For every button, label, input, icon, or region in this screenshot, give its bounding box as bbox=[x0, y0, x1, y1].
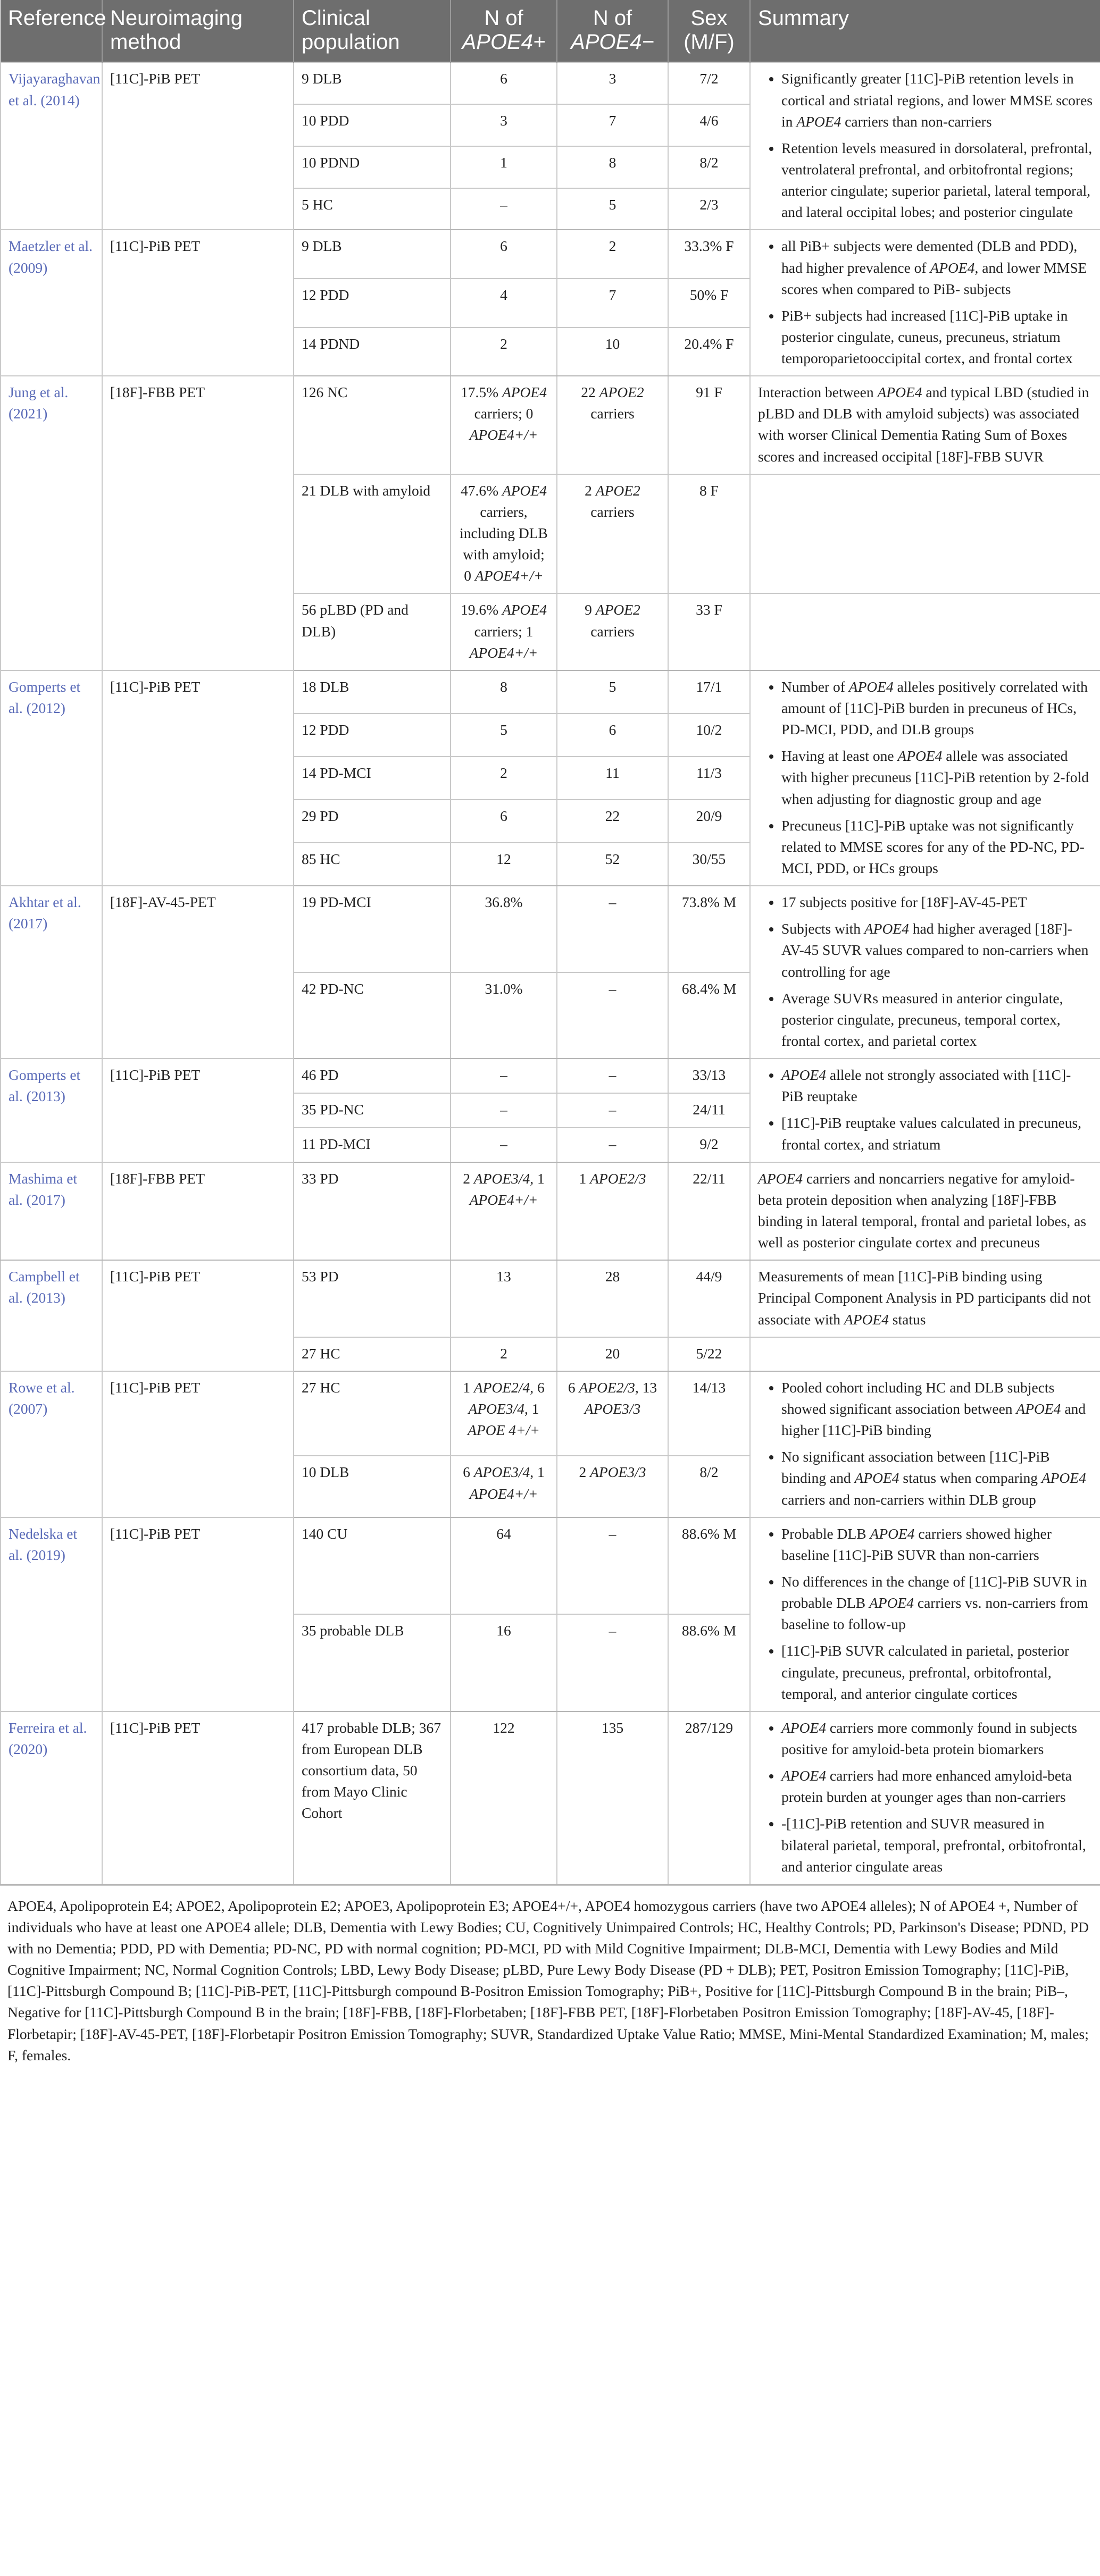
n-apoe4-neg-cell: 2 bbox=[557, 230, 668, 279]
sex-cell: 8 F bbox=[668, 474, 750, 594]
sex-cell: 88.6% M bbox=[668, 1614, 750, 1711]
summary-item: • Pooled cohort including HC and DLB subjects showed significant association between APOE4 and higher [11C]-PiB binding bbox=[781, 1377, 1093, 1441]
n-apoe4-pos-cell: 1 APOE2/4, 6 APOE3/4, 1 APOE 4+/+ bbox=[451, 1371, 557, 1456]
sex-cell: 2/3 bbox=[668, 188, 750, 230]
n-apoe4-pos-cell: 13 bbox=[451, 1260, 557, 1337]
summary-cell bbox=[750, 1059, 1100, 1162]
n-apoe4-pos-cell: – bbox=[451, 1059, 557, 1093]
n-apoe4-neg-cell: 20 bbox=[557, 1337, 668, 1371]
sex-cell: 20/9 bbox=[668, 800, 750, 843]
n-apoe4-pos-cell: – bbox=[451, 1093, 557, 1128]
table-row bbox=[1, 1371, 1100, 1456]
n-apoe4-pos-cell: 6 APOE3/4, 1 APOE4+/+ bbox=[451, 1456, 557, 1517]
n-apoe4-pos-cell: – bbox=[451, 1128, 557, 1162]
n-apoe4-pos-cell: 31.0% bbox=[451, 972, 557, 1059]
summary-item: • Number of APOE4 alleles positively correlated with amount of [11C]-PiB burden in precuneus of HCs, PD-MCI, PDD, and DLB groups bbox=[781, 676, 1093, 740]
population-cell: 35 probable DLB bbox=[294, 1614, 451, 1711]
summary-cell bbox=[750, 230, 1100, 376]
population-cell: 126 NC bbox=[294, 376, 451, 474]
table-footnote: APOE4, Apolipoprotein E4; APOE2, Apolipoprotein E2; APOE3, Apolipoprotein E3; APOE4+/+, APOE4 homozygous carriers (have two APOE4 alleles); N of APOE4 +, Number of individuals who have at least one APOE4 allele; DLB, Dementia with Lewy Bodies; CU, Cognitively Unimpaired Controls; HC, Healthy Controls; PD, Parkinson's Disease; PDND, PD with no Dementia; PDD, PD with Dementia; PD-NC, PD with normal cognition; PD-MCI, PD with Mild Cognitive Impairment; DLB-MCI, Dementia with Lewy Bodies and Mild Cognitive Impairment; NC, Normal Cognition Controls; LBD, Lewy Body Disease; pLBD, Pure Lewy Body Disease (PD + DLB); PET, Positron Emission Tomography; [11C]-PiB, [11C]-Pittsburgh Compound B; [11C]-PiB-PET, [11C]-Pittsburgh compound B-Positron Emission Tomography; PiB+, Positive for [11C]-Pittsburgh Compound B in the brain; PiB–, Negative for [11C]-Pittsburgh Compound B in the brain; [18F]-FBB, [18F]-Florbetaben; [18F]-FBB PET, [18F]-Florbetaben Positron Emission Tomography; [18F]-AV-45, [18F]-Florbetapir; [18F]-AV-45-PET, [18F]-Florbetapir Positron Emission Tomography; SUVR, Standardized Uptake Value Ratio; MMSE, Mini-Mental Standardized Examination; M, males; F, females. bbox=[0, 1885, 1100, 2066]
n-apoe4-pos-cell: 17.5% APOE4 carriers; 0 APOE4+/+ bbox=[451, 376, 557, 474]
population-cell: 9 DLB bbox=[294, 230, 451, 279]
population-cell: 19 PD-MCI bbox=[294, 886, 451, 972]
summary-item: • No differences in the change of [11C]-PiB SUVR in probable DLB APOE4 carriers vs. non-carriers from baseline to follow-up bbox=[781, 1571, 1093, 1635]
population-cell: 12 PDD bbox=[294, 279, 451, 328]
population-cell: 42 PD-NC bbox=[294, 972, 451, 1059]
n-apoe4-neg-cell: 11 bbox=[557, 757, 668, 800]
summary-cell bbox=[750, 1517, 1100, 1711]
reference-link[interactable]: Gomperts et al. (2012) bbox=[1, 670, 102, 886]
n-apoe4-neg-cell: – bbox=[557, 972, 668, 1059]
n-apoe4-neg-cell: 28 bbox=[557, 1260, 668, 1337]
sex-cell: 7/2 bbox=[668, 62, 750, 104]
summary-item: • Probable DLB APOE4 carriers showed higher baseline [11C]-PiB SUVR than non-carriers bbox=[781, 1523, 1093, 1566]
sex-cell: 8/2 bbox=[668, 146, 750, 188]
n-apoe4-neg-cell: – bbox=[557, 886, 668, 972]
sex-cell: 33.3% F bbox=[668, 230, 750, 279]
summary-list bbox=[758, 68, 1093, 223]
sex-cell: 9/2 bbox=[668, 1128, 750, 1162]
summary-item: • Retention levels measured in dorsolateral, prefrontal, ventrolateral prefrontal, and orbitofrontal regions; anterior cingulate; superior parietal, lateral temporal, and lateral occipital lobes; and posterior cingulate bbox=[781, 138, 1093, 223]
population-cell: 14 PDND bbox=[294, 328, 451, 376]
n-apoe4-neg-cell: 7 bbox=[557, 279, 668, 328]
summary-list bbox=[758, 1377, 1093, 1511]
sex-cell: 91 F bbox=[668, 376, 750, 474]
n-apoe4-pos-cell: 122 bbox=[451, 1711, 557, 1884]
summary-list bbox=[758, 1523, 1093, 1705]
summary-item: • all PiB+ subjects were demented (DLB and PDD), had higher prevalence of APOE4, and lower MMSE scores when compared to PiB- subjects bbox=[781, 236, 1093, 299]
method-cell: [11C]-PiB PET bbox=[102, 1711, 294, 1884]
summary-list bbox=[758, 892, 1093, 1052]
sex-cell: 50% F bbox=[668, 279, 750, 328]
n-apoe4-neg-cell: – bbox=[557, 1517, 668, 1615]
summary-cell bbox=[750, 62, 1100, 230]
sex-cell: 88.6% M bbox=[668, 1517, 750, 1615]
table-row bbox=[1, 230, 1100, 279]
n-apoe4-neg-cell: 135 bbox=[557, 1711, 668, 1884]
reference-link[interactable]: Nedelska et al. (2019) bbox=[1, 1517, 102, 1711]
summary-cell: Measurements of mean [11C]-PiB binding using Principal Component Analysis in PD participants did not associate with APOE4 status bbox=[750, 1260, 1100, 1337]
sex-cell: 8/2 bbox=[668, 1456, 750, 1517]
sex-cell: 4/6 bbox=[668, 104, 750, 146]
population-cell: 53 PD bbox=[294, 1260, 451, 1337]
method-cell: [11C]-PiB PET bbox=[102, 1517, 294, 1711]
n-apoe4-neg-cell: 22 bbox=[557, 800, 668, 843]
table-row bbox=[1, 1517, 1100, 1615]
sex-cell: 10/2 bbox=[668, 714, 750, 757]
summary-item: • 17 subjects positive for [18F]-AV-45-PET bbox=[781, 892, 1093, 913]
summary-item: • APOE4 carriers had more enhanced amyloid-beta protein burden at younger ages than non-carriers bbox=[781, 1765, 1093, 1808]
table-row bbox=[1, 886, 1100, 972]
method-cell: [11C]-PiB PET bbox=[102, 1260, 294, 1371]
summary-cell bbox=[750, 1371, 1100, 1517]
summary-item: • Precuneus [11C]-PiB uptake was not significantly related to MMSE scores for any of the PD-NC, PD-MCI, PDD, or HCs groups bbox=[781, 815, 1093, 879]
summary-item: • APOE4 allele not strongly associated with [11C]-PiB reuptake bbox=[781, 1064, 1093, 1107]
reference-link[interactable]: Ferreira et al. (2020) bbox=[1, 1711, 102, 1884]
sex-cell: 68.4% M bbox=[668, 972, 750, 1059]
summary-empty-cell bbox=[750, 1337, 1100, 1371]
population-cell: 9 DLB bbox=[294, 62, 451, 104]
summary-item: • Subjects with APOE4 had higher averaged [18F]-AV-45 SUVR values compared to non-carriers when controlling for age bbox=[781, 918, 1093, 982]
n-apoe4-pos-cell: 6 bbox=[451, 230, 557, 279]
population-cell: 18 DLB bbox=[294, 670, 451, 714]
n-apoe4-pos-cell: 12 bbox=[451, 843, 557, 886]
header-reference: Reference bbox=[1, 0, 102, 62]
n-apoe4-pos-cell: 4 bbox=[451, 279, 557, 328]
n-apoe4-neg-cell: – bbox=[557, 1614, 668, 1711]
population-cell: 33 PD bbox=[294, 1162, 451, 1261]
population-cell: 11 PD-MCI bbox=[294, 1128, 451, 1162]
n-apoe4-pos-cell: 6 bbox=[451, 800, 557, 843]
header-method: Neuroimaging method bbox=[102, 0, 294, 62]
sex-cell: 44/9 bbox=[668, 1260, 750, 1337]
summary-item: • APOE4 carriers more commonly found in subjects positive for amyloid-beta protein biomarkers bbox=[781, 1717, 1093, 1760]
sex-cell: 22/11 bbox=[668, 1162, 750, 1261]
sex-cell: 11/3 bbox=[668, 757, 750, 800]
summary-empty-cell bbox=[750, 474, 1100, 594]
summary-cell bbox=[750, 1711, 1100, 1884]
sex-cell: 30/55 bbox=[668, 843, 750, 886]
n-apoe4-pos-cell: 1 bbox=[451, 146, 557, 188]
population-cell: 10 PDND bbox=[294, 146, 451, 188]
sex-cell: 14/13 bbox=[668, 1371, 750, 1456]
sex-cell: 287/129 bbox=[668, 1711, 750, 1884]
summary-empty-cell bbox=[750, 593, 1100, 670]
n-apoe4-pos-cell: 2 bbox=[451, 1337, 557, 1371]
n-apoe4-pos-cell: 47.6% APOE4 carriers, including DLB with amyloid; 0 APOE4+/+ bbox=[451, 474, 557, 594]
sex-cell: 20.4% F bbox=[668, 328, 750, 376]
summary-item: • -[11C]-PiB retention and SUVR measured in bilateral parietal, temporal, prefrontal, orbitofrontal, and anterior cingulate areas bbox=[781, 1813, 1093, 1877]
summary-cell bbox=[750, 886, 1100, 1059]
population-cell: 21 DLB with amyloid bbox=[294, 474, 451, 594]
population-cell: 14 PD-MCI bbox=[294, 757, 451, 800]
n-apoe4-pos-cell: 64 bbox=[451, 1517, 557, 1615]
n-apoe4-neg-cell: 6 APOE2/3, 13 APOE3/3 bbox=[557, 1371, 668, 1456]
summary-list bbox=[758, 236, 1093, 369]
reference-link[interactable]: Campbell et al. (2013) bbox=[1, 1260, 102, 1371]
sex-cell: 24/11 bbox=[668, 1093, 750, 1128]
table-row bbox=[1, 1059, 1100, 1093]
reference-link[interactable]: Akhtar et al. (2017) bbox=[1, 886, 102, 1059]
sex-cell: 33 F bbox=[668, 593, 750, 670]
population-cell: 10 DLB bbox=[294, 1456, 451, 1517]
table-row bbox=[1, 1162, 1100, 1261]
method-cell: [18F]-FBB PET bbox=[102, 1162, 294, 1261]
method-cell: [18F]-AV-45-PET bbox=[102, 886, 294, 1059]
header-population: Clinical population bbox=[294, 0, 451, 62]
n-apoe4-pos-cell: 2 bbox=[451, 328, 557, 376]
n-apoe4-neg-cell: 5 bbox=[557, 188, 668, 230]
reference-link[interactable]: Jung et al. (2021) bbox=[1, 376, 102, 670]
table-row bbox=[1, 376, 1100, 474]
method-cell: [11C]-PiB PET bbox=[102, 62, 294, 230]
table-row bbox=[1, 62, 1100, 104]
method-cell: [11C]-PiB PET bbox=[102, 230, 294, 376]
n-apoe4-pos-cell: 16 bbox=[451, 1614, 557, 1711]
method-cell: [11C]-PiB PET bbox=[102, 1371, 294, 1517]
header-summary: Summary bbox=[750, 0, 1100, 62]
summary-item: • Having at least one APOE4 allele was associated with higher precuneus [11C]-PiB retention by 2-fold when adjusting for diagnostic group and age bbox=[781, 745, 1093, 809]
population-cell: 27 HC bbox=[294, 1371, 451, 1456]
header-sex: Sex (M/F) bbox=[668, 0, 750, 62]
table-row bbox=[1, 1711, 1100, 1884]
n-apoe4-pos-cell: 3 bbox=[451, 104, 557, 146]
summary-cell: Interaction between APOE4 and typical LBD (studied in pLBD and DLB with amyloid subjects) was associated with worser Clinical Dementia Rating Sum of Boxes scores and increased occipital [18F]-FBB SUVR bbox=[750, 376, 1100, 474]
summary-item: • PiB+ subjects had increased [11C]-PiB uptake in posterior cingulate, cuneus, precuneus, striatum temporoparietooccipital cortex, and frontal cortex bbox=[781, 305, 1093, 369]
n-apoe4-neg-cell: 52 bbox=[557, 843, 668, 886]
n-apoe4-pos-cell: 2 bbox=[451, 757, 557, 800]
n-apoe4-neg-cell: 7 bbox=[557, 104, 668, 146]
n-apoe4-neg-cell: 3 bbox=[557, 62, 668, 104]
population-cell: 56 pLBD (PD and DLB) bbox=[294, 593, 451, 670]
population-cell: 85 HC bbox=[294, 843, 451, 886]
n-apoe4-pos-cell: 19.6% APOE4 carriers; 1 APOE4+/+ bbox=[451, 593, 557, 670]
population-cell: 46 PD bbox=[294, 1059, 451, 1093]
n-apoe4-neg-cell: 2 APOE3/3 bbox=[557, 1456, 668, 1517]
n-apoe4-neg-cell: 1 APOE2/3 bbox=[557, 1162, 668, 1261]
summary-item: • Significantly greater [11C]-PiB retention levels in cortical and striatal regions, and lower MMSE scores in APOE4 carriers than non-carriers bbox=[781, 68, 1093, 132]
n-apoe4-pos-cell: 8 bbox=[451, 670, 557, 714]
n-apoe4-neg-cell: 6 bbox=[557, 714, 668, 757]
method-cell: [18F]-FBB PET bbox=[102, 376, 294, 670]
population-cell: 29 PD bbox=[294, 800, 451, 843]
reference-link[interactable]: Vijayaraghavan et al. (2014) bbox=[1, 62, 102, 230]
n-apoe4-pos-cell: 5 bbox=[451, 714, 557, 757]
n-apoe4-neg-cell: – bbox=[557, 1093, 668, 1128]
n-apoe4-pos-cell: 6 bbox=[451, 62, 557, 104]
header-n-apoe4-pos: N of APOE4+ bbox=[451, 0, 557, 62]
reference-link[interactable]: Mashima et al. (2017) bbox=[1, 1162, 102, 1261]
population-cell: 35 PD-NC bbox=[294, 1093, 451, 1128]
n-apoe4-neg-cell: 9 APOE2 carriers bbox=[557, 593, 668, 670]
n-apoe4-neg-cell: 10 bbox=[557, 328, 668, 376]
summary-item: • [11C]-PiB SUVR calculated in parietal, posterior cingulate, precuneus, prefrontal, orbitofrontal, temporal, and anterior cingulate cortices bbox=[781, 1640, 1093, 1704]
n-apoe4-neg-cell: 5 bbox=[557, 670, 668, 714]
n-apoe4-pos-cell: 36.8% bbox=[451, 886, 557, 972]
table-row bbox=[1, 670, 1100, 714]
summary-list bbox=[758, 1064, 1093, 1155]
method-cell: [11C]-PiB PET bbox=[102, 670, 294, 886]
reference-link[interactable]: Rowe et al. (2007) bbox=[1, 1371, 102, 1517]
n-apoe4-neg-cell: 22 APOE2 carriers bbox=[557, 376, 668, 474]
population-cell: 27 HC bbox=[294, 1337, 451, 1371]
population-cell: 140 CU bbox=[294, 1517, 451, 1615]
population-cell: 10 PDD bbox=[294, 104, 451, 146]
header-n-apoe4-neg: N of APOE4− bbox=[557, 0, 668, 62]
n-apoe4-neg-cell: 8 bbox=[557, 146, 668, 188]
table-row bbox=[1, 1260, 1100, 1337]
table-body bbox=[1, 62, 1100, 1884]
summary-list bbox=[758, 1717, 1093, 1877]
reference-link[interactable]: Gomperts et al. (2013) bbox=[1, 1059, 102, 1162]
n-apoe4-neg-cell: 2 APOE2 carriers bbox=[557, 474, 668, 594]
summary-cell: APOE4 carriers and noncarriers negative for amyloid-beta protein deposition when analyzing [18F]-FBB binding in lateral temporal, frontal and parietal lobes, as well as posterior cingulate cortex and precuneus bbox=[750, 1162, 1100, 1261]
summary-list bbox=[758, 676, 1093, 879]
sex-cell: 73.8% M bbox=[668, 886, 750, 972]
sex-cell: 5/22 bbox=[668, 1337, 750, 1371]
header-row bbox=[1, 0, 1100, 62]
n-apoe4-neg-cell: – bbox=[557, 1128, 668, 1162]
sex-cell: 17/1 bbox=[668, 670, 750, 714]
summary-cell bbox=[750, 670, 1100, 886]
summary-item: • Average SUVRs measured in anterior cingulate, posterior cingulate, precuneus, temporal cortex, frontal cortex, and parietal cortex bbox=[781, 988, 1093, 1052]
population-cell: 5 HC bbox=[294, 188, 451, 230]
sex-cell: 33/13 bbox=[668, 1059, 750, 1093]
summary-item: • No significant association between [11C]-PiB binding and APOE4 status when comparing APOE4 carriers and non-carriers within DLB group bbox=[781, 1446, 1093, 1510]
method-cell: [11C]-PiB PET bbox=[102, 1059, 294, 1162]
population-cell: 417 probable DLB; 367 from European DLB consortium data, 50 from Mayo Clinic Cohort bbox=[294, 1711, 451, 1884]
reference-link[interactable]: Maetzler et al. (2009) bbox=[1, 230, 102, 376]
population-cell: 12 PDD bbox=[294, 714, 451, 757]
summary-item: • [11C]-PiB reuptake values calculated in precuneus, frontal cortex, and striatum bbox=[781, 1112, 1093, 1155]
n-apoe4-pos-cell: 2 APOE3/4, 1 APOE4+/+ bbox=[451, 1162, 557, 1261]
n-apoe4-neg-cell: – bbox=[557, 1059, 668, 1093]
n-apoe4-pos-cell: – bbox=[451, 188, 557, 230]
